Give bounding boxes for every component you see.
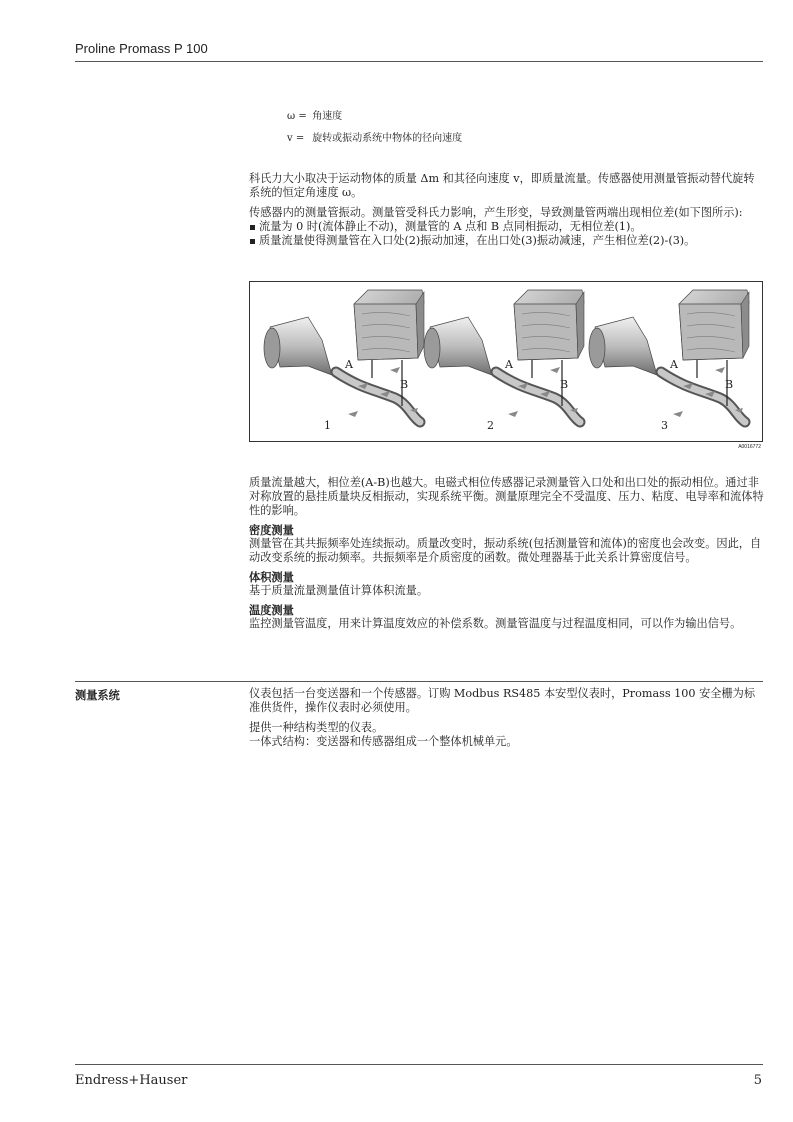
intro-paragraph-2: 传感器内的测量管振动。测量管受科氏力影响，产生形变，导致测量管两端出现相位差(如下图所示): [249, 206, 743, 219]
definition-symbol: ω = [287, 111, 307, 122]
header-rule [75, 61, 763, 62]
point-a-label: A [345, 358, 353, 371]
footer-brand: Endress+Hauser [75, 1073, 188, 1088]
figure-label-3: 3 [661, 419, 668, 432]
footer-rule [75, 1064, 763, 1065]
definition-text: 角速度 [312, 111, 343, 122]
header-title: Proline Promass P 100 [75, 41, 208, 56]
bullet-item: 质量流量使得测量管在入口处(2)振动加速，在出口处(3)振动减速，产生相位差(2)-(3)。 [249, 234, 764, 248]
principle-section [249, 476, 764, 631]
figure-label-1: 1 [324, 419, 331, 432]
principle-paragraph: 质量流量越大，相位差(A-B)也越大。电磁式相位传感器记录测量管入口处和出口处的振动相位。通过非对称放置的悬挂质量块反相振动，实现系统平衡。测量原理完全不受温度、压力、粘度、电导率和流体特性的影响。 [249, 476, 764, 517]
definitions-list [287, 106, 462, 150]
point-b-label: B [560, 378, 569, 391]
density-text: 测量管在其共振频率处连续振动。质量改变时，振动系统(包括测量管和流体)的密度也会改变。因此，自动改变系统的振动频率。共振频率是介质密度的函数。微处理器基于此关系计算密度信号。 [249, 537, 762, 564]
intro-paragraph-1: 科氏力大小取决于运动物体的质量 Δm 和其径向速度 v，即质量流量。传感器使用测量管振动替代旋转系统的恒定角速度 ω。 [249, 172, 755, 199]
point-b-label: B [725, 378, 734, 391]
volume-text: 基于质量流量测量值计算体积流量。 [249, 584, 429, 597]
intro-section [249, 172, 764, 248]
figure-label-2: 2 [487, 419, 494, 432]
coriolis-principle-figure [249, 281, 763, 450]
point-a-label: A [505, 358, 513, 371]
density-title: 密度测量 [249, 523, 294, 537]
point-a-label: A [670, 358, 678, 371]
temperature-text: 监控测量管温度，用来计算温度效应的补偿系数。测量管温度与过程温度相同，可以作为输出信号。 [249, 617, 742, 630]
volume-title: 体积测量 [249, 570, 294, 584]
page-number: 5 [753, 1073, 762, 1088]
definition-omega [287, 106, 462, 128]
measuring-system-title: 测量系统 [75, 688, 120, 702]
measuring-system-paragraph-1: 仪表包括一台变送器和一个传感器。订购 Modbus RS485 本安型仪表时，Promass 100 安全栅为标准供货件，操作仪表时必须使用。 [249, 687, 756, 714]
section-rule [75, 681, 763, 682]
measuring-system-paragraph-2: 提供一种结构类型的仪表。 [249, 721, 384, 734]
figure-code: A0016772 [738, 444, 761, 450]
measuring-system-section [249, 687, 764, 749]
definition-v [287, 128, 462, 150]
measuring-system-paragraph-3: 一体式结构：变送器和传感器组成一个整体机械单元。 [249, 735, 518, 748]
temperature-title: 温度测量 [249, 603, 294, 617]
definition-symbol: v = [287, 133, 305, 144]
definition-text: 旋转或振动系统中物体的径向速度 [312, 133, 463, 144]
point-b-label: B [400, 378, 409, 391]
bullet-item: 流量为 0 时(流体静止不动)，测量管的 A 点和 B 点同相振动，无相位差(1)。 [249, 220, 764, 234]
